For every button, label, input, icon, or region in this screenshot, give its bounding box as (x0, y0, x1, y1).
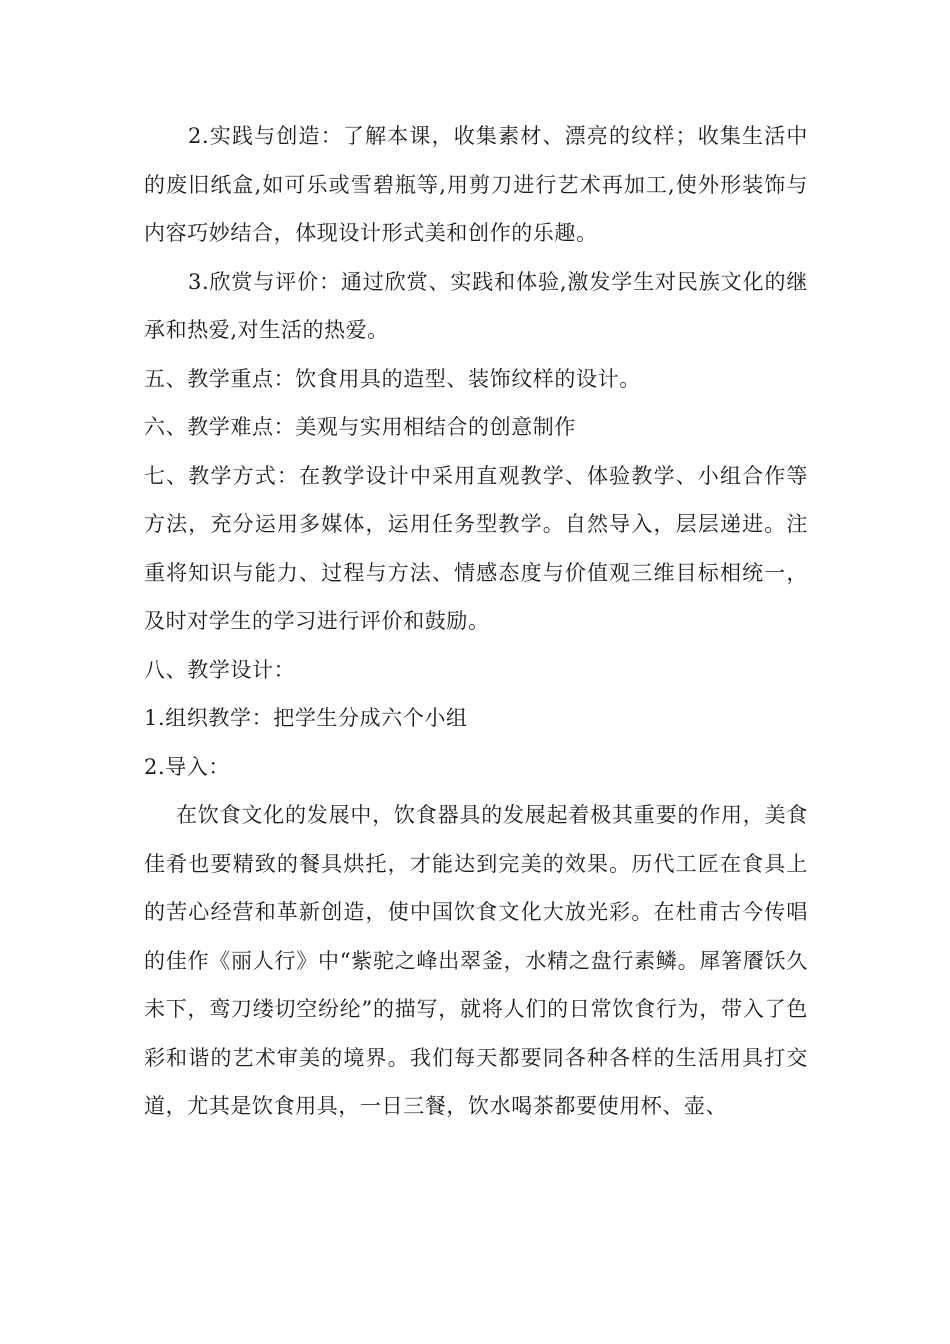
item-introduction: 2.导入： (144, 754, 231, 779)
paragraph-teaching-method: 七、教学方式：在教学设计中采用直观教学、体验教学、小组合作等方法，充分运用多媒体，运用任务型教学。自然导入，层层递进。注重将知识与能力、过程与方法、情感态度与价值观三维目标相统一，及时对学生的学习进行评价和鼓励。 (144, 463, 808, 633)
document-body (144, 112, 808, 1131)
paragraph-teaching-difficulty: 六、教学难点：美观与实用相结合的创意制作 (144, 415, 576, 439)
paragraph-teaching-focus: 五、教学重点：饮食用具的造型、装饰纹样的设计。 (144, 366, 641, 391)
paragraph-practice-creation: 2.实践与创造：了解本课，收集素材、漂亮的纹样；收集生活中的废旧纸盒,如可乐或雪碧瓶等,用剪刀进行艺术再加工,使外形装饰与内容巧妙结合，体现设计形式美和创作的乐趣。 (144, 124, 808, 245)
paragraph-introduction-body: 在饮食文化的发展中，饮食器具的发展起着极其重要的作用，美食佳肴也要精致的餐具烘托，才能达到完美的效果。历代工匠在食具上的苦心经营和革新创造，使中国饮食文化大放光彩。在杜甫古今传唱的佳作《丽人行》中“紫驼之峰出翠釜，水精之盘行素鳞。犀箸餍饫久未下，鸾刀缕切空纷纶”的描写，就将人们的日常饮食行为，带入了色彩和谐的艺术审美的境界。我们每天都要同各种各样的生活用具打交道，尤其是饮食用具，一日三餐，饮水喝茶都要使用杯、壶、 (144, 803, 808, 1118)
item-organize-teaching: 1.组织教学：把学生分成六个小组 (144, 706, 468, 730)
paragraph-appreciation-evaluation: 3.欣赏与评价：通过欣赏、实践和体验,激发学生对民族文化的继承和热爱,对生活的热爱。 (144, 269, 808, 342)
heading-teaching-design: 八、教学设计： (144, 657, 296, 682)
